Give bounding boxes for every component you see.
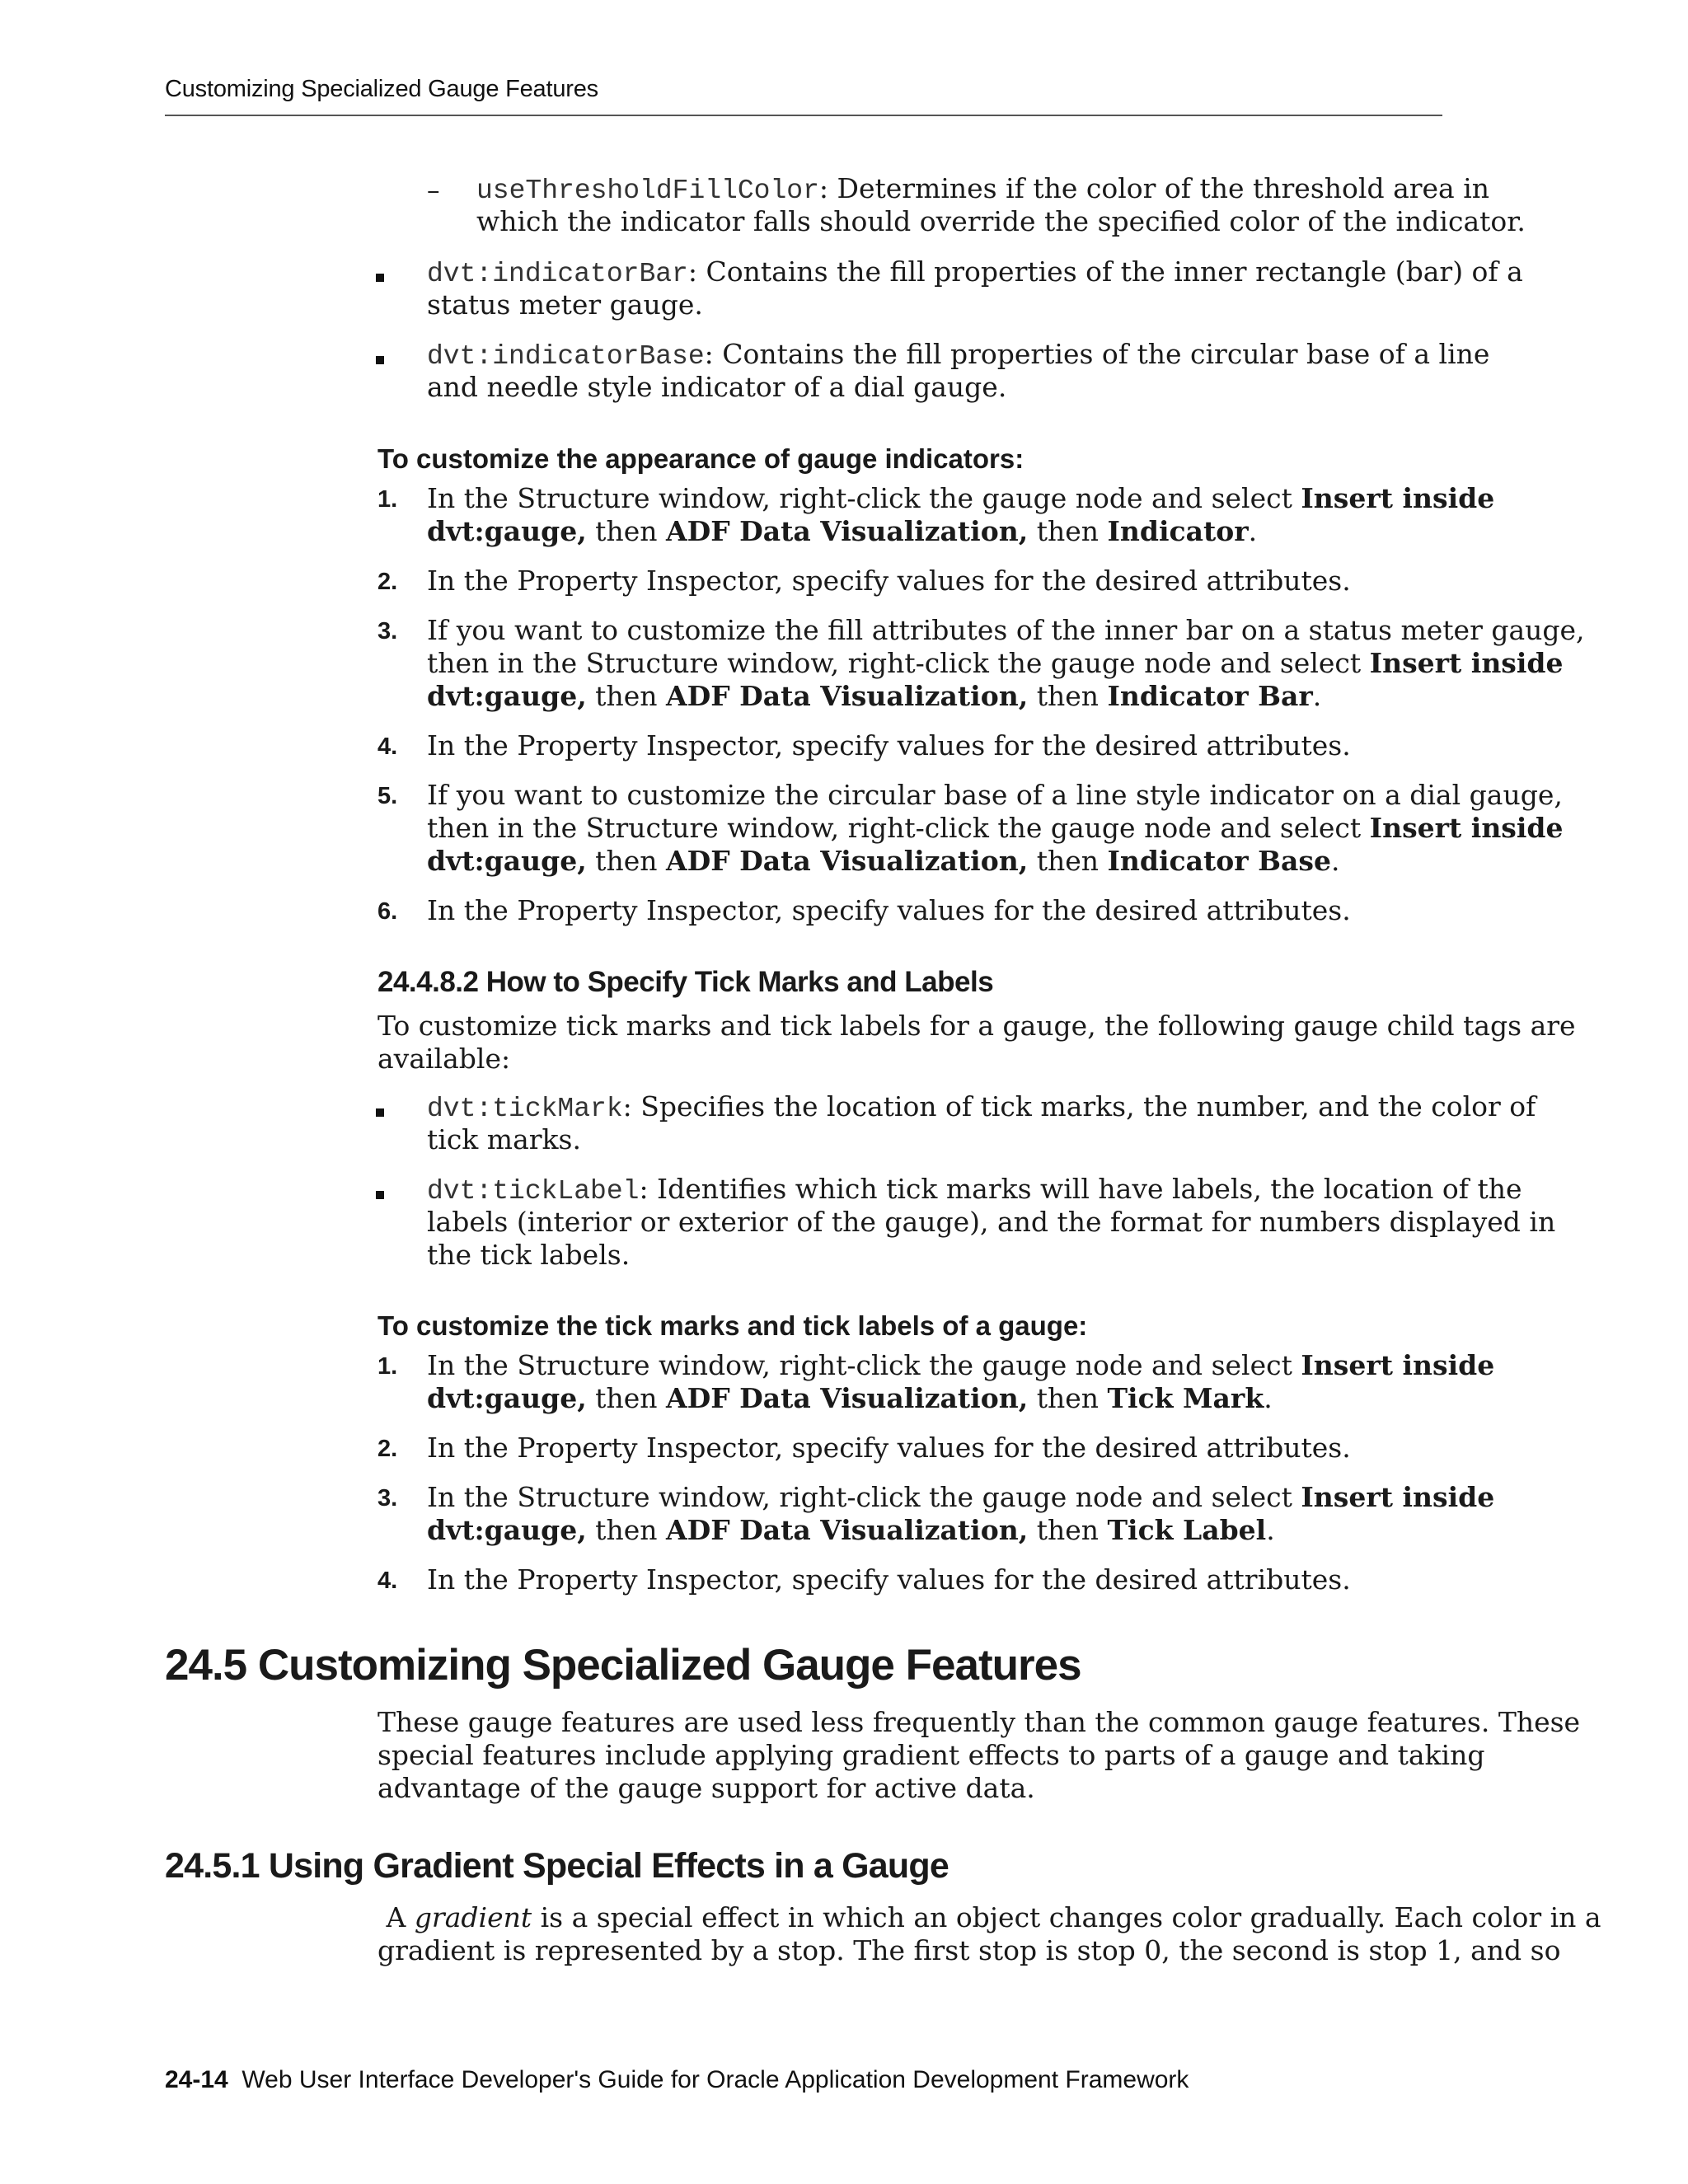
step-number: 4.	[377, 1568, 398, 1594]
square-bullet-icon	[376, 274, 384, 282]
code-term: dvt:indicatorBar	[427, 259, 688, 289]
step-line: In the Structure window, right-click the gauge node and select Insert inside	[427, 1481, 1495, 1513]
paragraph-line: available:	[377, 1043, 511, 1075]
step-line: then in the Structure window, right-click the gauge node and select Insert inside	[427, 647, 1564, 679]
code-term: dvt:indicatorBase	[427, 341, 705, 372]
step-number: 6.	[377, 898, 398, 925]
paragraph-line: These gauge features are used less frequently than the common gauge features. These	[377, 1706, 1581, 1738]
step-line: dvt:gauge, then ADF Data Visualization, then Tick Mark.	[427, 1382, 1273, 1414]
book-title: Web User Interface Developer's Guide for Oracle Application Development Framework	[241, 2066, 1189, 2093]
header-rule	[165, 115, 1442, 116]
step-line: then in the Structure window, right-click the gauge node and select Insert inside	[427, 812, 1564, 844]
bullet-item-line-1: dvt:indicatorBar: Contains the fill properties of the inner rectangle (bar) of a	[427, 255, 1523, 289]
square-bullet-icon	[376, 1191, 384, 1199]
step-line: dvt:gauge, then ADF Data Visualization, then Tick Label.	[427, 1514, 1275, 1546]
step-line: In the Structure window, right-click the gauge node and select Insert inside	[427, 1349, 1495, 1381]
step-line: If you want to customize the fill attributes of the inner bar on a status meter gauge,	[427, 614, 1585, 646]
step-number: 2.	[377, 1436, 398, 1462]
step-line: In the Property Inspector, specify values for the desired attributes.	[427, 1432, 1351, 1464]
bullet-item-line-2: status meter gauge.	[427, 288, 703, 321]
paragraph-line: gradient is represented by a stop. The first stop is stop 0, the second is stop 1, and so	[377, 1934, 1561, 1966]
bullet-item-line-2: and needle style indicator of a dial gauge.	[427, 371, 1007, 403]
code-term: dvt:tickMark	[427, 1094, 623, 1124]
step-line: dvt:gauge, then ADF Data Visualization, then Indicator.	[427, 515, 1258, 547]
square-bullet-icon	[376, 356, 384, 364]
procedure-heading: To customize the tick marks and tick labels of a gauge:	[377, 1310, 1088, 1341]
page-footer	[165, 2066, 1189, 2094]
code-term: useThresholdFillColor	[476, 176, 819, 206]
step-line: dvt:gauge, then ADF Data Visualization, then Indicator Base.	[427, 845, 1340, 877]
dash-item-line-2: which the indicator falls should override the specified color of the indicator.	[476, 205, 1526, 237]
section-heading: 24.5.1 Using Gradient Special Effects in a Gauge	[165, 1846, 949, 1886]
step-line: If you want to customize the circular base of a line style indicator on a dial gauge,	[427, 779, 1563, 811]
page-number: 24-14	[165, 2066, 228, 2093]
step-line: dvt:gauge, then ADF Data Visualization, then Indicator Bar.	[427, 680, 1322, 712]
step-number: 1.	[377, 486, 398, 513]
step-line: In the Structure window, right-click the gauge node and select Insert inside	[427, 482, 1495, 514]
dash-bullet: –	[427, 176, 440, 205]
dash-item-line-1: useThresholdFillColor: Determines if the color of the threshold area in	[476, 172, 1490, 206]
step-line: In the Property Inspector, specify values for the desired attributes.	[427, 1563, 1351, 1596]
paragraph-line: A gradient is a special effect in which an object changes color gradually. Each color in a	[377, 1901, 1601, 1933]
bullet-item-line-2: labels (interior or exterior of the gauge), and the format for numbers displayed in	[427, 1206, 1556, 1238]
paragraph-line: To customize tick marks and tick labels for a gauge, the following gauge child tags are	[377, 1010, 1576, 1042]
subsection-heading: 24.4.8.2 How to Specify Tick Marks and Labels	[377, 966, 994, 998]
step-number: 4.	[377, 733, 398, 760]
step-number: 1.	[377, 1353, 398, 1380]
square-bullet-icon	[376, 1108, 384, 1117]
running-header: Customizing Specialized Gauge Features	[165, 76, 598, 102]
code-term: dvt:tickLabel	[427, 1176, 640, 1207]
step-line: In the Property Inspector, specify values for the desired attributes.	[427, 729, 1351, 762]
bullet-item-line-3: the tick labels.	[427, 1239, 631, 1271]
step-number: 5.	[377, 783, 398, 809]
bullet-item-line-1: dvt:tickMark: Specifies the location of tick marks, the number, and the color of	[427, 1090, 1536, 1124]
step-line: In the Property Inspector, specify values for the desired attributes.	[427, 894, 1351, 926]
step-number: 3.	[377, 1485, 398, 1511]
procedure-heading: To customize the appearance of gauge indicators:	[377, 443, 1025, 474]
step-line: In the Property Inspector, specify values for the desired attributes.	[427, 565, 1351, 597]
step-number: 3.	[377, 618, 398, 644]
bullet-item-line-2: tick marks.	[427, 1123, 581, 1155]
bullet-item-line-1: dvt:indicatorBase: Contains the fill properties of the circular base of a line	[427, 338, 1490, 372]
paragraph-line: special features include applying gradient effects to parts of a gauge and taking	[377, 1739, 1485, 1771]
step-number: 2.	[377, 569, 398, 595]
section-heading: 24.5 Customizing Specialized Gauge Features	[165, 1641, 1081, 1690]
paragraph-line: advantage of the gauge support for active data.	[377, 1772, 1035, 1804]
bullet-item-line-1: dvt:tickLabel: Identifies which tick marks will have labels, the location of the	[427, 1173, 1522, 1207]
